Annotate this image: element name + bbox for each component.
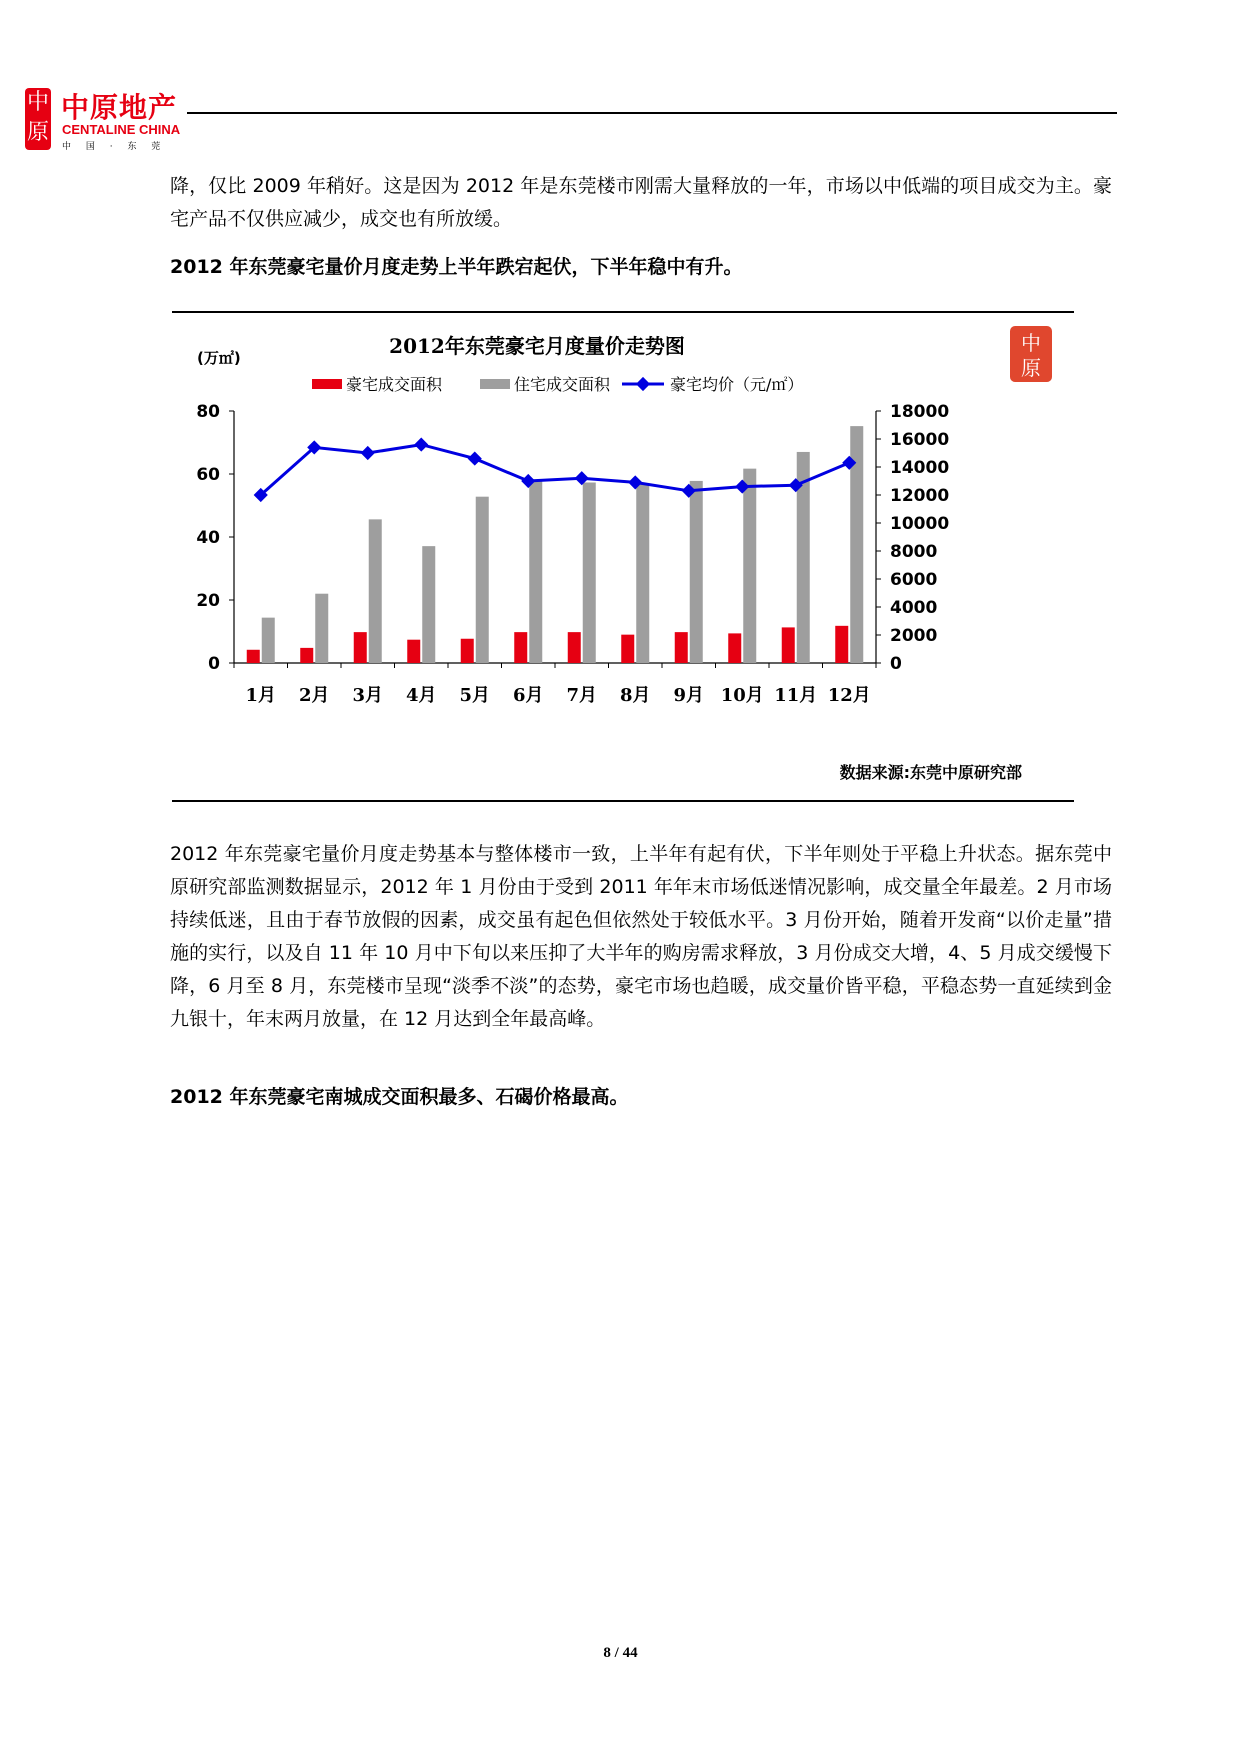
chart-legend: [312, 375, 803, 394]
luxury-area-bar: [568, 632, 581, 663]
x-tick-label: 6月: [512, 685, 544, 706]
luxury-area-bar: [835, 626, 848, 663]
left-tick-label: 20: [196, 591, 220, 611]
x-tick-label: 8月: [619, 685, 651, 706]
x-tick-label: 10月: [720, 685, 764, 706]
legend-marker-price: [636, 377, 650, 391]
housing-area-bar: [636, 484, 649, 663]
company-logo: [25, 84, 181, 156]
legend-label-price: 豪宅均价（元/㎡）: [670, 375, 804, 394]
price-line: [261, 445, 850, 495]
right-tick-label: 0: [890, 654, 902, 674]
x-tick-label: 1月: [245, 685, 277, 706]
luxury-area-bar: [407, 640, 420, 663]
paragraph-2: 2012 年东莞豪宅量价月度走势基本与整体楼市一致，上半年有起有伏，下半年则处于平稳上升状态。据东莞中原研究部监测数据显示，2012 年 1 月份由于受到 2011 年年末市场低迷情况影响，成交量全年最差。2 月市场持续低迷，且由于春节放假的因素，成交虽有起色但依然处于较低水平。3 月份开始，随着开发商“以价走量”措施的实行，以及自 11 年 10 月中下旬以来压抑了大半年的购房需求释放，3 月份成交大增，4、5 月成交缓慢下降，6 月至 8 月，东莞楼市呈现“淡季不淡”的态势，豪宅市场也趋暖，成交量价皆平稳，平稳态势一直延续到金九银十，年末两月放量，在 12 月达到全年最高峰。: [170, 843, 1112, 1030]
luxury-area-bar: [782, 627, 795, 663]
chart-title: 2012年东莞豪宅月度量价走势图: [389, 334, 685, 358]
luxury-area-bar: [300, 648, 313, 663]
luxury-area-bar: [514, 632, 527, 663]
chart-logo-bottom: 原: [1021, 356, 1041, 380]
section-heading-1: 2012 年东莞豪宅量价月度走势上半年跌宕起伏，下半年稳中有升。: [170, 256, 743, 278]
legend-swatch-luxury: [312, 379, 342, 389]
left-tick-label: 0: [208, 654, 220, 674]
chart-price-line: [254, 438, 857, 503]
chart-source: 数据来源:东莞中原研究部: [839, 763, 1022, 782]
housing-area-bar: [369, 519, 382, 663]
header-rule: [187, 112, 1117, 114]
luxury-area-bar: [728, 633, 741, 663]
housing-area-bar: [262, 618, 275, 663]
price-point: [414, 438, 428, 452]
legend-label-housing: 住宅成交面积: [514, 375, 611, 394]
logo-english-name: CENTALINE CHINA: [62, 122, 181, 137]
x-tick-label: 9月: [673, 685, 705, 706]
legend-swatch-housing: [480, 379, 510, 389]
housing-area-bar: [690, 481, 703, 663]
chart-ylabel: (万㎡): [197, 349, 241, 367]
chart-logo: [1010, 326, 1052, 382]
left-tick-label: 40: [196, 528, 220, 548]
luxury-area-bar: [621, 635, 634, 663]
right-tick-label: 8000: [890, 542, 938, 562]
luxury-area-bar: [461, 639, 474, 663]
x-tick-label: 2月: [298, 685, 330, 706]
section-heading-2: 2012 年东莞豪宅南城成交面积最多、石碣价格最高。: [170, 1086, 629, 1108]
x-tick-label: 5月: [459, 685, 491, 706]
right-tick-label: 10000: [890, 514, 950, 534]
right-tick-label: 18000: [890, 402, 950, 422]
price-point: [468, 452, 482, 466]
x-tick-label: 11月: [774, 685, 818, 706]
luxury-area-bar: [675, 632, 688, 663]
logo-chinese-name: 中原地产: [61, 91, 178, 124]
housing-area-bar: [422, 546, 435, 663]
price-point: [361, 446, 375, 460]
left-tick-label: 60: [196, 465, 220, 485]
paragraph-1: 降，仅比 2009 年稍好。这是因为 2012 年是东莞楼市刚需大量释放的一年，市场以中低端的项目成交为主。豪宅产品不仅供应减少，成交也有所放缓。: [170, 175, 1112, 230]
right-tick-label: 2000: [890, 626, 938, 646]
housing-area-bar: [743, 469, 756, 663]
luxury-area-bar: [247, 650, 260, 663]
right-tick-label: 4000: [890, 598, 938, 618]
chart-top-rule: [172, 311, 1074, 313]
legend-label-luxury: 豪宅成交面积: [346, 375, 443, 394]
logo-subtitle: 中 国 · 东 莞: [62, 142, 167, 152]
logo-seal: [25, 88, 51, 150]
chart: [172, 318, 1074, 792]
right-tick-label: 16000: [890, 430, 950, 450]
logo-seal-bottom: 原: [26, 120, 49, 145]
housing-area-bar: [315, 594, 328, 663]
x-tick-label: 4月: [405, 685, 437, 706]
housing-area-bar: [529, 480, 542, 663]
left-tick-label: 80: [196, 402, 220, 422]
chart-logo-top: 中: [1021, 331, 1041, 355]
x-tick-label: 12月: [827, 685, 871, 706]
housing-area-bar: [583, 483, 596, 663]
luxury-area-bar: [354, 632, 367, 663]
chart-bottom-rule: [172, 800, 1074, 802]
page-number: 8 / 44: [603, 1645, 638, 1661]
chart-bars: [247, 426, 864, 663]
logo-seal-top: 中: [26, 90, 49, 115]
x-tick-label: 7月: [566, 685, 598, 706]
right-tick-label: 12000: [890, 486, 950, 506]
right-tick-label: 6000: [890, 570, 938, 590]
right-tick-label: 14000: [890, 458, 950, 478]
x-tick-label: 3月: [352, 685, 384, 706]
housing-area-bar: [476, 497, 489, 663]
